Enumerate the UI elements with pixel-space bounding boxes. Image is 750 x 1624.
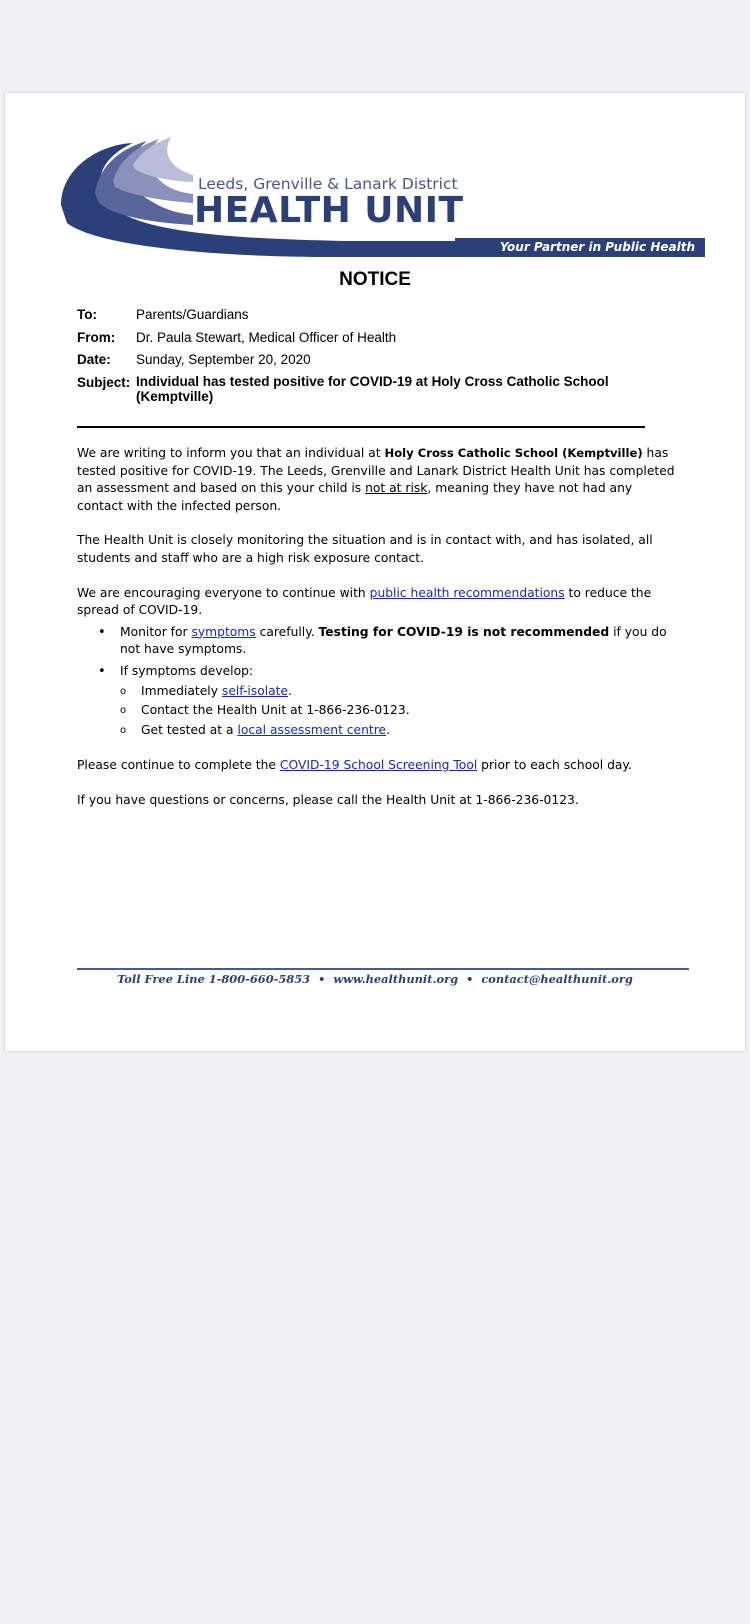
org-name-line1: Leeds, Grenville & Lanark District bbox=[198, 175, 458, 193]
subject-label: Subject: bbox=[77, 374, 131, 390]
from-label: From: bbox=[77, 329, 116, 345]
p4-text-a: Please continue to complete the bbox=[77, 757, 280, 772]
footer-contact bbox=[5, 972, 745, 986]
from-row bbox=[77, 329, 637, 352]
p4-text-b: prior to each school day. bbox=[477, 757, 632, 772]
symptom-steps-list bbox=[120, 683, 677, 740]
email-text: contact@healthunit.org bbox=[481, 972, 633, 986]
paragraph-monitoring: The Health Unit is closely monitoring the situation and is in contact with, and has isolated, all students and staff who are a high risk exposure contact. bbox=[77, 533, 653, 565]
list-item-get-tested bbox=[120, 722, 677, 740]
notice-body bbox=[77, 445, 677, 826]
p1-text-a: We are writing to inform you that an individual at bbox=[77, 446, 385, 460]
list-item-if-symptoms bbox=[77, 663, 677, 740]
local-assessment-centre-link[interactable]: local assessment centre bbox=[237, 723, 387, 738]
public-health-recommendations-link[interactable]: public health recommendations bbox=[369, 585, 565, 600]
footer-divider bbox=[77, 968, 689, 970]
document-page bbox=[5, 93, 745, 1051]
date-label: Date: bbox=[77, 352, 111, 367]
p1-text-b: has tested positive for COVID-19. The Leeds, Grenville and Lanark District Health Unit has completed an assessment and based on this your child is bbox=[77, 446, 675, 496]
from-value: Dr. Paula Stewart, Medical Officer of Health bbox=[136, 329, 397, 345]
b1-text-b: carefully. bbox=[255, 624, 319, 639]
header-divider bbox=[77, 426, 645, 428]
to-value: Parents/Guardians bbox=[136, 307, 249, 322]
paragraph-inform bbox=[77, 445, 677, 515]
b2-text: If symptoms develop: bbox=[120, 663, 254, 678]
health-unit-logo bbox=[55, 133, 705, 263]
list-item-monitor bbox=[77, 624, 677, 659]
school-name: Holy Cross Catholic School (Kemptville) bbox=[384, 446, 643, 460]
paragraph-questions: If you have questions or concerns, please call the Health Unit at 1-866-236-0123. bbox=[77, 792, 579, 807]
guidance-list bbox=[77, 624, 677, 740]
list-item-contact: o Contact the Health Unit at 1-866-236-0123. bbox=[120, 702, 677, 720]
p3-text-a: We are encouraging everyone to continue with bbox=[77, 585, 370, 600]
b1-text-c: if you do not have symptoms. bbox=[120, 624, 667, 657]
p1-text-c: , meaning they have not had any contact with the infected person. bbox=[77, 481, 633, 513]
s1-text-b: . bbox=[288, 683, 292, 698]
memo-header bbox=[77, 306, 637, 414]
s3-text-b: . bbox=[386, 723, 391, 738]
subject-value: Individual has tested positive for COVID-19 at Holy Cross Catholic School (Kemptville) bbox=[136, 373, 609, 404]
paragraph-encourage bbox=[77, 585, 677, 620]
testing-not-recommended-text: Testing for COVID-19 is not recommended bbox=[318, 624, 610, 639]
toll-free-line: Toll Free Line 1-800-660-5853 bbox=[117, 972, 311, 986]
bullet-separator: • bbox=[466, 972, 474, 986]
b1-text-a: Monitor for bbox=[120, 624, 192, 639]
s3-text-a: Get tested at a bbox=[141, 723, 238, 738]
subject-row bbox=[77, 374, 637, 414]
list-item-self-isolate bbox=[120, 683, 677, 701]
to-label: To: bbox=[77, 307, 97, 322]
date-value: Sunday, September 20, 2020 bbox=[136, 352, 311, 367]
tagline: Your Partner in Public Health bbox=[499, 240, 695, 254]
to-row bbox=[77, 306, 637, 329]
bullet-separator: • bbox=[318, 972, 326, 986]
date-row bbox=[77, 351, 637, 374]
s1-text-a: Immediately bbox=[141, 683, 222, 698]
self-isolate-link[interactable]: self-isolate bbox=[221, 683, 289, 698]
notice-title: NOTICE bbox=[339, 269, 411, 290]
paragraph-screening bbox=[77, 757, 677, 775]
org-name-line2: HEALTH UNIT bbox=[194, 190, 464, 231]
p3-text-b: to reduce the spread of COVID-19. bbox=[77, 585, 652, 618]
not-at-risk-text: not at risk bbox=[365, 481, 428, 496]
website-text: www.healthunit.org bbox=[333, 972, 459, 986]
screening-tool-link[interactable]: COVID-19 School Screening Tool bbox=[279, 757, 478, 772]
symptoms-link[interactable]: symptoms bbox=[191, 624, 256, 639]
